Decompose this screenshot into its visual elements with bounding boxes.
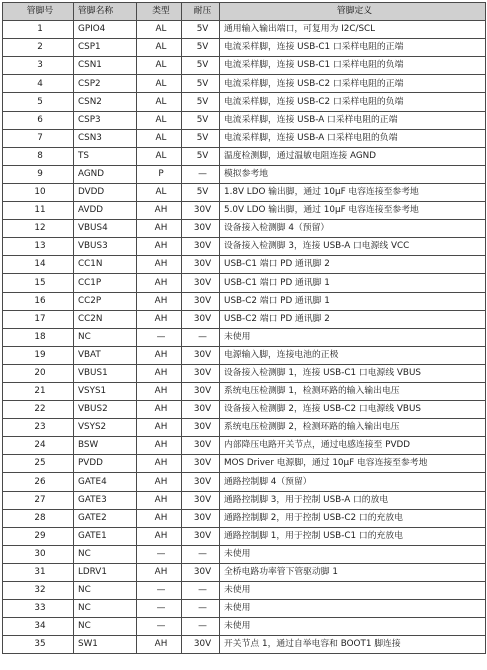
pin-type-cell: AH [137, 419, 182, 437]
pin-name-cell: VBUS4 [74, 220, 137, 238]
table-row [3, 346, 486, 364]
table-row [3, 582, 486, 600]
table-row [3, 437, 486, 455]
pin-definition-cell: 电源输入脚，连接电池的正极 [220, 346, 486, 364]
pin-voltage-cell: 30V [182, 364, 220, 382]
pin-name-cell: GATE1 [74, 527, 137, 545]
pin-number-cell: 32 [3, 582, 74, 600]
pin-name-cell: NC [74, 582, 137, 600]
pin-definition-cell: 设备接入检测脚 2，连接 USB-C2 口电源线 VBUS [220, 401, 486, 419]
table-row [3, 473, 486, 491]
table-row [3, 220, 486, 238]
pin-definition-cell: 未使用 [220, 545, 486, 563]
pin-name-cell: CSN3 [74, 129, 137, 147]
pin-number-cell: 3 [3, 57, 74, 75]
pin-number-cell: 34 [3, 618, 74, 636]
pin-number-cell: 33 [3, 600, 74, 618]
pin-definition-table [2, 2, 486, 654]
pin-voltage-cell: 30V [182, 437, 220, 455]
pin-voltage-cell: 30V [182, 202, 220, 220]
table-row [3, 310, 486, 328]
table-row [3, 165, 486, 183]
pin-definition-cell: 通路控制脚 3，用于控制 USB-A 口的放电 [220, 491, 486, 509]
pin-number-cell: 28 [3, 509, 74, 527]
pin-type-cell: AL [137, 93, 182, 111]
pin-voltage-cell: 30V [182, 509, 220, 527]
pin-number-cell: 7 [3, 129, 74, 147]
pin-name-cell: CSN2 [74, 93, 137, 111]
pin-definition-cell: 未使用 [220, 600, 486, 618]
pin-number-cell: 24 [3, 437, 74, 455]
pin-type-cell: P [137, 165, 182, 183]
pin-definition-cell: 未使用 [220, 618, 486, 636]
header-type: 类型 [137, 3, 182, 21]
pin-number-cell: 14 [3, 256, 74, 274]
table-row [3, 509, 486, 527]
pin-type-cell: AH [137, 220, 182, 238]
table-row [3, 274, 486, 292]
pin-name-cell: VSYS1 [74, 382, 137, 400]
pin-type-cell: — [137, 600, 182, 618]
pin-voltage-cell: 30V [182, 455, 220, 473]
pin-number-cell: 29 [3, 527, 74, 545]
pin-voltage-cell: — [182, 165, 220, 183]
pin-definition-cell: 电流采样脚，连接 USB-A 口采样电阻的正端 [220, 111, 486, 129]
pin-name-cell: CSN1 [74, 57, 137, 75]
pin-name-cell: GATE4 [74, 473, 137, 491]
pin-voltage-cell: 30V [182, 401, 220, 419]
pin-type-cell: AL [137, 111, 182, 129]
pin-definition-cell: 电流采样脚，连接 USB-C1 口采样电阻的负端 [220, 57, 486, 75]
pin-definition-cell: 系统电压检测脚 2，检测环路的输入输出电压 [220, 419, 486, 437]
table-row [3, 455, 486, 473]
pin-number-cell: 16 [3, 292, 74, 310]
pin-definition-cell: 设备接入检测脚 4（预留） [220, 220, 486, 238]
pin-type-cell: — [137, 618, 182, 636]
pin-name-cell: VBAT [74, 346, 137, 364]
pin-name-cell: LDRV1 [74, 563, 137, 581]
pin-definition-cell: 电流采样脚，连接 USB-C1 口采样电阻的正端 [220, 39, 486, 57]
table-row [3, 75, 486, 93]
pin-voltage-cell: 30V [182, 220, 220, 238]
pin-voltage-cell: 30V [182, 382, 220, 400]
pin-voltage-cell: 30V [182, 491, 220, 509]
pin-number-cell: 20 [3, 364, 74, 382]
pin-definition-cell: 内部降压电路开关节点，通过电感连接至 PVDD [220, 437, 486, 455]
pin-name-cell: CC2P [74, 292, 137, 310]
table-row [3, 364, 486, 382]
pin-voltage-cell: 30V [182, 238, 220, 256]
pin-name-cell: CSP2 [74, 75, 137, 93]
pin-voltage-cell: 30V [182, 527, 220, 545]
pin-name-cell: NC [74, 545, 137, 563]
table-row [3, 491, 486, 509]
pin-type-cell: AH [137, 455, 182, 473]
pin-voltage-cell: 5V [182, 57, 220, 75]
pin-number-cell: 25 [3, 455, 74, 473]
pin-voltage-cell: 30V [182, 346, 220, 364]
table-row [3, 401, 486, 419]
pin-name-cell: VSYS2 [74, 419, 137, 437]
pin-name-cell: GPIO4 [74, 21, 137, 39]
pin-number-cell: 30 [3, 545, 74, 563]
pin-name-cell: CC1P [74, 274, 137, 292]
pin-number-cell: 19 [3, 346, 74, 364]
pin-type-cell: AL [137, 57, 182, 75]
header-pin-name: 管脚名称 [74, 3, 137, 21]
table-row [3, 419, 486, 437]
pin-definition-cell: USB-C2 端口 PD 通讯脚 2 [220, 310, 486, 328]
pin-voltage-cell: 30V [182, 256, 220, 274]
pin-definition-cell: 温度检测脚，通过温敏电阻连接 AGND [220, 147, 486, 165]
pin-name-cell: GATE2 [74, 509, 137, 527]
pin-definition-cell: 通路控制脚 4（预留） [220, 473, 486, 491]
header-definition: 管脚定义 [220, 3, 486, 21]
pin-number-cell: 13 [3, 238, 74, 256]
pin-definition-cell: 模拟参考地 [220, 165, 486, 183]
pin-number-cell: 18 [3, 328, 74, 346]
pin-type-cell: AH [137, 401, 182, 419]
pin-definition-cell: USB-C1 端口 PD 通讯脚 1 [220, 274, 486, 292]
table-row [3, 183, 486, 201]
pin-voltage-cell: 30V [182, 636, 220, 654]
pin-number-cell: 31 [3, 563, 74, 581]
table-row [3, 129, 486, 147]
pin-voltage-cell: — [182, 582, 220, 600]
table-row [3, 39, 486, 57]
pin-voltage-cell: 30V [182, 419, 220, 437]
pin-definition-cell: 通路控制脚 1，用于控制 USB-C1 口的充放电 [220, 527, 486, 545]
pin-name-cell: DVDD [74, 183, 137, 201]
pin-type-cell: AH [137, 509, 182, 527]
pin-type-cell: AH [137, 437, 182, 455]
pin-name-cell: CSP1 [74, 39, 137, 57]
pin-type-cell: AH [137, 563, 182, 581]
pin-voltage-cell: 5V [182, 183, 220, 201]
table-header-row [3, 3, 486, 21]
pin-name-cell: PVDD [74, 455, 137, 473]
table-row [3, 563, 486, 581]
pin-definition-cell: 系统电压检测脚 1，检测环路的输入输出电压 [220, 382, 486, 400]
pin-number-cell: 5 [3, 93, 74, 111]
pin-voltage-cell: — [182, 545, 220, 563]
pin-voltage-cell: 30V [182, 292, 220, 310]
pin-name-cell: BSW [74, 437, 137, 455]
pin-definition-cell: 未使用 [220, 328, 486, 346]
pin-type-cell: — [137, 582, 182, 600]
pin-number-cell: 22 [3, 401, 74, 419]
pin-number-cell: 15 [3, 274, 74, 292]
pin-name-cell: NC [74, 600, 137, 618]
pin-type-cell: AH [137, 274, 182, 292]
pin-definition-cell: 1.8V LDO 输出脚，通过 10μF 电容连接至参考地 [220, 183, 486, 201]
table-row [3, 93, 486, 111]
pin-definition-cell: USB-C2 端口 PD 通讯脚 1 [220, 292, 486, 310]
pin-type-cell: AH [137, 310, 182, 328]
pin-number-cell: 12 [3, 220, 74, 238]
pin-type-cell: AH [137, 491, 182, 509]
header-voltage: 耐压 [182, 3, 220, 21]
pin-voltage-cell: 5V [182, 93, 220, 111]
pin-definition-cell: 通用输入输出端口，可复用为 I2C/SCL [220, 21, 486, 39]
pin-type-cell: — [137, 328, 182, 346]
pin-definition-cell: 未使用 [220, 582, 486, 600]
pin-voltage-cell: 5V [182, 147, 220, 165]
pin-name-cell: CSP3 [74, 111, 137, 129]
pin-type-cell: AL [137, 21, 182, 39]
table-row [3, 256, 486, 274]
pin-type-cell: AH [137, 364, 182, 382]
pin-definition-cell: 电流采样脚，连接 USB-A 口采样电阻的负端 [220, 129, 486, 147]
table-row [3, 618, 486, 636]
table-row [3, 382, 486, 400]
pin-name-cell: GATE3 [74, 491, 137, 509]
pin-number-cell: 2 [3, 39, 74, 57]
pin-voltage-cell: — [182, 328, 220, 346]
table-body [3, 21, 486, 654]
pin-number-cell: 23 [3, 419, 74, 437]
pin-voltage-cell: 5V [182, 39, 220, 57]
pin-name-cell: CC1N [74, 256, 137, 274]
pin-name-cell: VBUS2 [74, 401, 137, 419]
pin-number-cell: 11 [3, 202, 74, 220]
pin-name-cell: SW1 [74, 636, 137, 654]
pin-number-cell: 10 [3, 183, 74, 201]
pin-number-cell: 4 [3, 75, 74, 93]
pin-number-cell: 35 [3, 636, 74, 654]
pin-definition-cell: 开关节点 1，通过自举电容和 BOOT1 脚连接 [220, 636, 486, 654]
pin-voltage-cell: 5V [182, 75, 220, 93]
table-row [3, 57, 486, 75]
pin-type-cell: AH [137, 473, 182, 491]
pin-type-cell: AL [137, 75, 182, 93]
pin-type-cell: AL [137, 147, 182, 165]
pin-type-cell: AL [137, 129, 182, 147]
pin-type-cell: AH [137, 202, 182, 220]
pin-definition-cell: 电流采样脚，连接 USB-C2 口采样电阻的正端 [220, 75, 486, 93]
pin-number-cell: 21 [3, 382, 74, 400]
pin-voltage-cell: 30V [182, 563, 220, 581]
table-row [3, 202, 486, 220]
table-row [3, 545, 486, 563]
table-row [3, 238, 486, 256]
pin-number-cell: 26 [3, 473, 74, 491]
table-row [3, 292, 486, 310]
pin-voltage-cell: 30V [182, 274, 220, 292]
pin-definition-cell: 通路控制脚 2，用于控制 USB-C2 口的充放电 [220, 509, 486, 527]
pin-number-cell: 6 [3, 111, 74, 129]
table-row [3, 328, 486, 346]
table-row [3, 111, 486, 129]
table-row [3, 636, 486, 654]
pin-definition-cell: 设备接入检测脚 1，连接 USB-C1 口电源线 VBUS [220, 364, 486, 382]
pin-type-cell: AH [137, 256, 182, 274]
header-pin-number: 管脚号 [3, 3, 74, 21]
pin-name-cell: TS [74, 147, 137, 165]
pin-definition-cell: 设备接入检测脚 3，连接 USB-A 口电源线 VCC [220, 238, 486, 256]
pin-number-cell: 9 [3, 165, 74, 183]
table-row [3, 21, 486, 39]
pin-number-cell: 8 [3, 147, 74, 165]
pin-type-cell: AL [137, 39, 182, 57]
pin-name-cell: VBUS3 [74, 238, 137, 256]
pin-number-cell: 27 [3, 491, 74, 509]
pin-definition-cell: 全桥电路功率管下管驱动脚 1 [220, 563, 486, 581]
pin-type-cell: AL [137, 183, 182, 201]
table-row [3, 147, 486, 165]
pin-type-cell: AH [137, 238, 182, 256]
pin-type-cell: AH [137, 292, 182, 310]
pin-type-cell: AH [137, 346, 182, 364]
pin-name-cell: AGND [74, 165, 137, 183]
pin-name-cell: AVDD [74, 202, 137, 220]
table-row [3, 527, 486, 545]
pin-number-cell: 17 [3, 310, 74, 328]
pin-voltage-cell: 30V [182, 310, 220, 328]
pin-name-cell: CC2N [74, 310, 137, 328]
pin-voltage-cell: 30V [182, 473, 220, 491]
pin-definition-cell: USB-C1 端口 PD 通讯脚 2 [220, 256, 486, 274]
pin-definition-cell: MOS Driver 电源脚，通过 10μF 电容连接至参考地 [220, 455, 486, 473]
pin-type-cell: — [137, 545, 182, 563]
pin-voltage-cell: 5V [182, 21, 220, 39]
pin-name-cell: NC [74, 618, 137, 636]
table-row [3, 600, 486, 618]
pin-type-cell: AH [137, 636, 182, 654]
pin-type-cell: AH [137, 382, 182, 400]
pin-name-cell: NC [74, 328, 137, 346]
pin-name-cell: VBUS1 [74, 364, 137, 382]
pin-voltage-cell: — [182, 600, 220, 618]
pin-definition-cell: 电流采样脚，连接 USB-C2 口采样电阻的负端 [220, 93, 486, 111]
pin-voltage-cell: — [182, 618, 220, 636]
pin-type-cell: AH [137, 527, 182, 545]
pin-number-cell: 1 [3, 21, 74, 39]
pin-voltage-cell: 5V [182, 111, 220, 129]
pin-voltage-cell: 5V [182, 129, 220, 147]
pin-definition-cell: 5.0V LDO 输出脚，通过 10μF 电容连接至参考地 [220, 202, 486, 220]
